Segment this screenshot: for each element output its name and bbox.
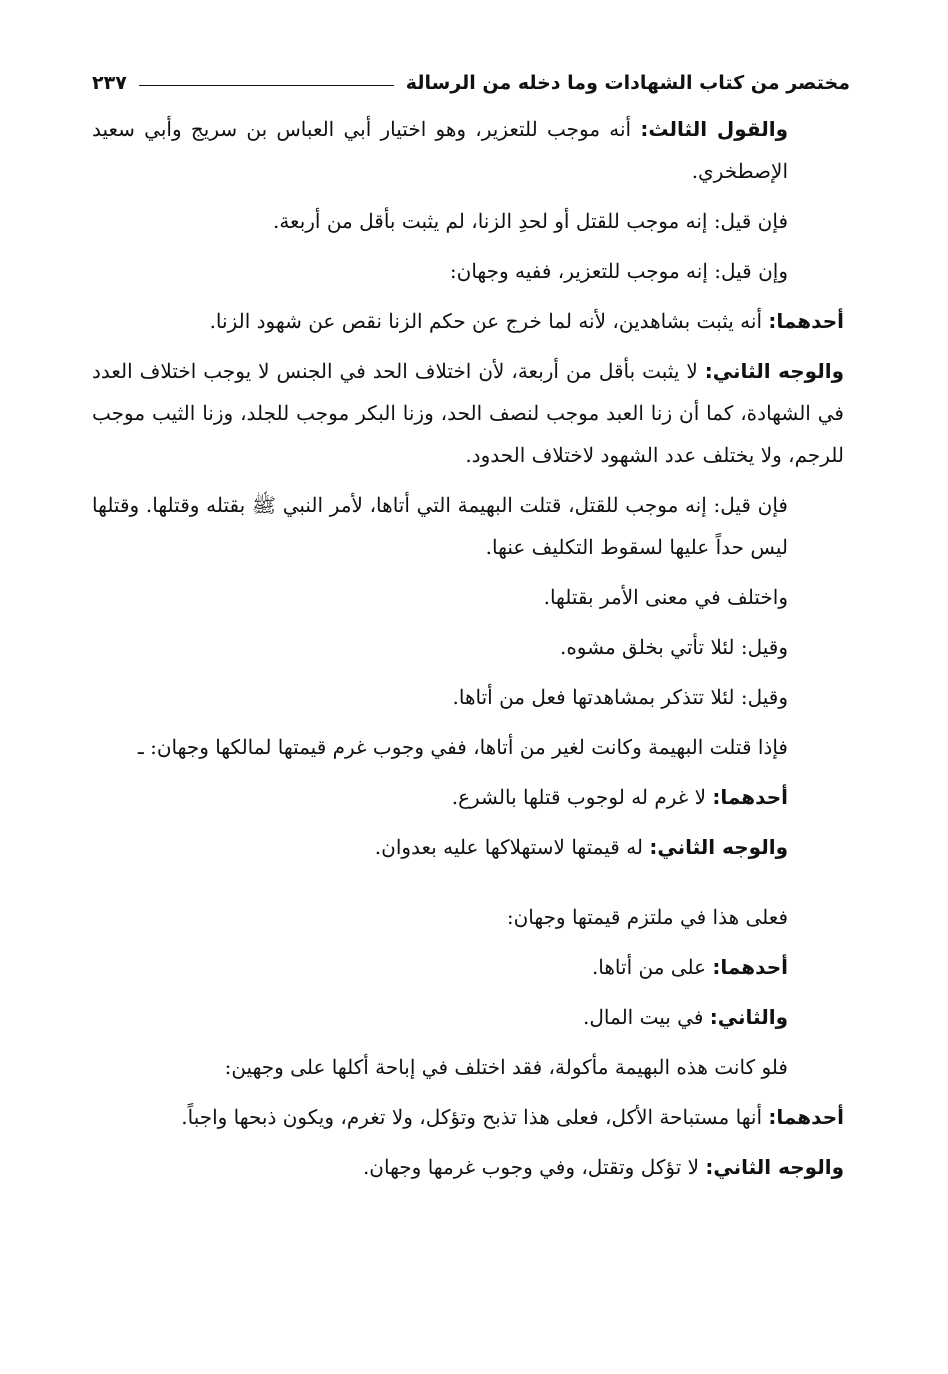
paragraph-text: فلو كانت هذه البهيمة مأكولة، فقد اختلف في إباحة أكلها على وجهين: bbox=[224, 1055, 788, 1079]
paragraph-text: وقيل: لئلا تتذكر بمشاهدتها فعل من أتاها. bbox=[452, 685, 788, 709]
paragraph-text: أنه موجب للتعزير، وهو اختيار أبي العباس بن سريج وأبي سعيد الإصطخري. bbox=[92, 117, 788, 183]
paragraph-text: أنها مستباحة الأكل، فعلى هذا تذبح وتؤكل، ولا تغرم، ويكون ذبحها واجباً. bbox=[181, 1105, 769, 1129]
paragraph-second-view bbox=[92, 996, 844, 1038]
paragraph-text: لا تؤكل وتقتل، وفي وجوب غرمها وجهان. bbox=[362, 1155, 706, 1179]
paragraph bbox=[92, 576, 844, 618]
paragraph bbox=[92, 726, 844, 768]
paragraph-lead: والقول الثالث: bbox=[640, 117, 789, 141]
paragraph bbox=[92, 250, 844, 292]
paragraph-first-view bbox=[92, 300, 844, 342]
paragraph-text: واختلف في معنى الأمر بقتلها. bbox=[543, 585, 788, 609]
paragraph-text: وقيل: لئلا تأتي بخلق مشوه. bbox=[559, 635, 788, 659]
paragraph-text: له قيمتها لاستهلاكها عليه بعدوان. bbox=[374, 835, 650, 859]
paragraph bbox=[92, 896, 844, 938]
page-number: ٢٣٧ bbox=[92, 72, 127, 94]
paragraph-first-view bbox=[92, 1096, 844, 1138]
paragraph-second-view bbox=[92, 1146, 844, 1188]
paragraph bbox=[92, 676, 844, 718]
paragraph-text: فإن قيل: إنه موجب للقتل أو لحدِ الزنا، لم يثبت بأقل من أربعة. bbox=[272, 209, 788, 233]
paragraph-second-view bbox=[92, 350, 844, 476]
paragraph-second-view bbox=[92, 826, 844, 868]
paragraph-text: في بيت المال. bbox=[583, 1005, 710, 1029]
paragraph bbox=[92, 626, 844, 668]
paragraph-lead: أحدهما: bbox=[768, 309, 844, 333]
running-header bbox=[92, 66, 850, 100]
paragraph-text: لا يثبت بأقل من أربعة، لأن اختلاف الحد في الجنس لا يوجب اختلاف العدد في الشهادة، كما أن زنا العبد موجب لنصف الحد، وزنا البكر موجب للجلد، وزنا الثيب موجب للرجم، ولا يختلف عدد الشهود لاختلاف الحدود. bbox=[92, 359, 844, 467]
paragraph-text: فعلى هذا في ملتزم قيمتها وجهان: bbox=[506, 905, 788, 929]
paragraph-lead: والثاني: bbox=[709, 1005, 788, 1029]
paragraph-text: أنه يثبت بشاهدين، لأنه لما خرج عن حكم الزنا نقص عن شهود الزنا. bbox=[209, 309, 769, 333]
paragraph bbox=[92, 1046, 844, 1088]
header-rule bbox=[139, 85, 394, 86]
paragraph-text: فإذا قتلت البهيمة وكانت لغير من أتاها، ففي وجوب غرم قيمتها لمالكها وجهان: ـ bbox=[137, 735, 788, 759]
paragraph-text: على من أتاها. bbox=[591, 955, 713, 979]
paragraph-lead: أحدهما: bbox=[712, 785, 788, 809]
paragraph-lead: والوجه الثاني: bbox=[705, 1155, 844, 1179]
paragraph-lead: أحدهما: bbox=[768, 1105, 844, 1129]
paragraph-first-view bbox=[92, 946, 844, 988]
paragraph-lead: أحدهما: bbox=[712, 955, 788, 979]
paragraph-lead: والوجه الثاني: bbox=[704, 359, 845, 383]
page-body bbox=[92, 108, 844, 1196]
paragraph-third-opinion bbox=[92, 108, 844, 192]
header-title: مختصر من كتاب الشهادات وما دخله من الرسالة bbox=[405, 72, 850, 94]
paragraph-text: لا غرم له لوجوب قتلها بالشرع. bbox=[451, 785, 713, 809]
paragraph bbox=[92, 484, 844, 568]
paragraph-first-view bbox=[92, 776, 844, 818]
paragraph-text: فإن قيل: إنه موجب للقتل، قتلت البهيمة التي أتاها، لأمر النبي ﷺ بقتله وقتلها. وقتلها ليس حداً عليها لسقوط التكليف عنها. bbox=[92, 493, 788, 559]
paragraph bbox=[92, 200, 844, 242]
paragraph-text: وإن قيل: إنه موجب للتعزير، ففيه وجهان: bbox=[449, 259, 788, 283]
paragraph-lead: والوجه الثاني: bbox=[649, 835, 788, 859]
